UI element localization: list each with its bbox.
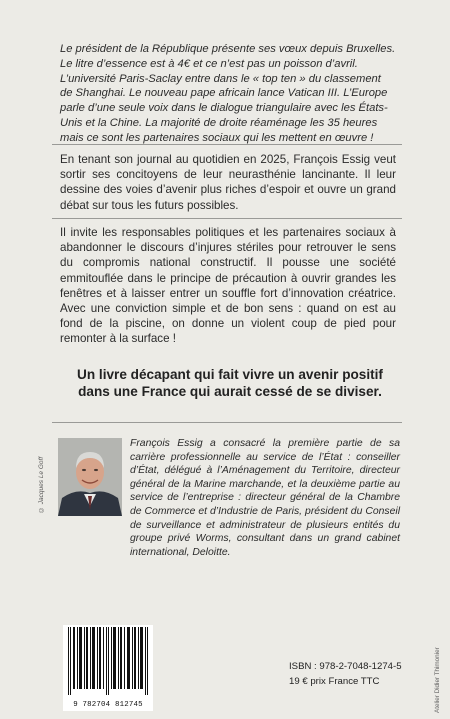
barcode-number: 9 782704 812745 bbox=[73, 701, 143, 709]
photo-credit: © Jacques Le Goff bbox=[38, 456, 45, 514]
body-paragraph-2: Il invite les responsables politiques et les partenaires sociaux à abandonner le discours d’injures stériles pour retrouver le sens du compromis national constructif. Il pousse une société emmitouflée dans le principe de précaution à ouvrir grandes les fenêtres et à laisser entrer un souffle fort d’innovation créatrice. Avec une conviction simple et de bon sens : quand on est au fond de la piscine, on donne un violent coup de pied pour remonter à la surface ! bbox=[60, 226, 396, 346]
body-paragraph-1: En tenant son journal au quotidien en 2025, François Essig veut sortir ses concitoyens de leur neurasthénie lancinante. Il leur dessine des voies d’avenir plus riches d’espoir et ouvre un grand débat sur tous les futurs possibles. bbox=[60, 153, 396, 212]
intro-paragraph: Le président de la République présente ses vœux depuis Bruxelles. Le litre d’essence est à 4€ et ce n’est pas un poisson d’avril. L’université Paris-Saclay entre dans le « top ten » du classement de Shanghai. Le nouveau pape africain lance Vatican III. L’Europe parle d’une seule voix dans le dialogue triangulaire avec les États-Unis et la Chine. La majorité de droite réaménage les 35 heures mais ce sont les partenaires sociaux qui les mettent en œuvre ! bbox=[60, 43, 396, 144]
divider bbox=[52, 218, 402, 219]
isbn-price-block bbox=[289, 660, 402, 689]
design-credit: Atelier Didier Thimonier bbox=[434, 647, 441, 713]
portrait-image bbox=[58, 438, 122, 516]
barcode bbox=[63, 625, 153, 711]
tagline: Un livre décapant qui fait vivre un avenir positif dans une France qui aurait cessé de se diviser. bbox=[77, 367, 383, 399]
price: 19 € prix France TTC bbox=[289, 675, 380, 687]
barcode-bars bbox=[66, 627, 150, 695]
author-bio: François Essig a consacré la première partie de sa carrière professionnelle au service de l’État : conseiller d’État, délégué à l’Aménagement du Territoire, directeur général de la Marine marchande, et la deuxième partie au service de l’entreprise : directeur général de la Chambre de Commerce et d’Industrie de Paris, président du Conseil de surveillance et administrateur de plusieurs entités du groupe privé Worms, consultant dans un grand cabinet international, Deloitte. bbox=[130, 438, 400, 558]
divider bbox=[52, 422, 402, 423]
divider bbox=[52, 144, 402, 145]
author-photo bbox=[58, 438, 122, 516]
isbn: ISBN : 978-2-7048-1274-5 bbox=[289, 661, 402, 672]
